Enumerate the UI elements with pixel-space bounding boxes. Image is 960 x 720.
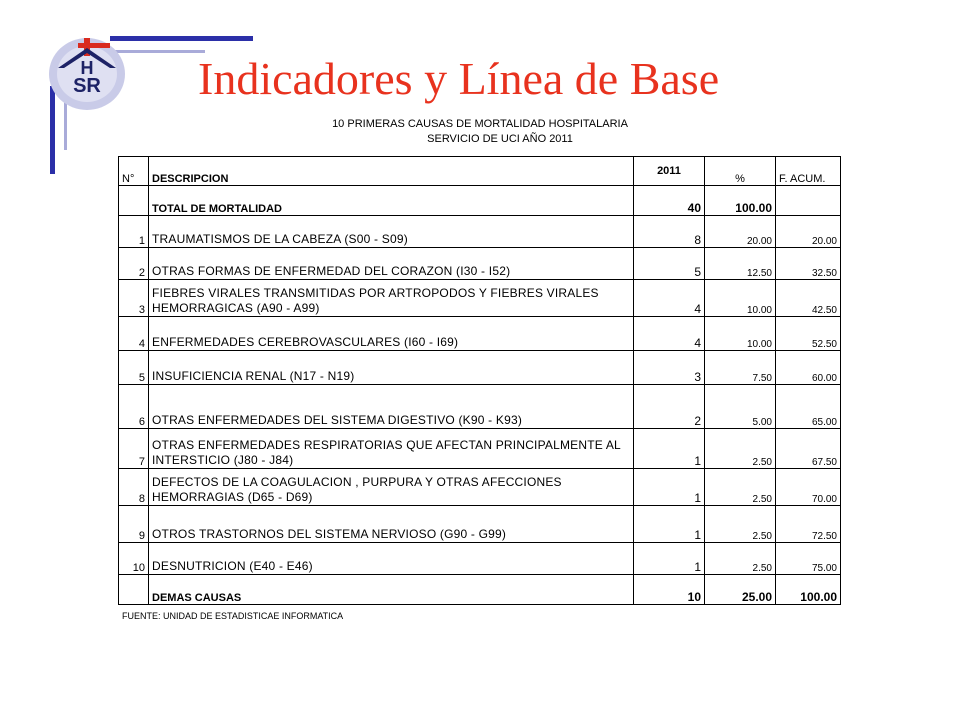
row-accumulated: 42.50 bbox=[776, 280, 841, 317]
row-year-value: 2 bbox=[634, 385, 705, 429]
table-row bbox=[119, 543, 841, 575]
row-year-value: 1 bbox=[634, 543, 705, 575]
row-description: ENFERMEDADES CEREBROVASCULARES (I60 - I69) bbox=[149, 317, 634, 351]
row-year-value: 8 bbox=[634, 216, 705, 248]
table-header-row bbox=[119, 157, 841, 186]
row-year-value: 1 bbox=[634, 429, 705, 469]
row-percent: 12.50 bbox=[705, 248, 776, 280]
col-header-description: DESCRIPCION bbox=[149, 157, 634, 186]
table-row bbox=[119, 280, 841, 317]
row-description: OTROS TRASTORNOS DEL SISTEMA NERVIOSO (G90 - G99) bbox=[149, 506, 634, 543]
row-description: OTRAS ENFERMEDADES RESPIRATORIAS QUE AFECTAN PRINCIPALMENTE AL INTERSTICIO (J80 - J84) bbox=[149, 429, 634, 469]
table-row bbox=[119, 385, 841, 429]
others-description: DEMAS CAUSAS bbox=[149, 575, 634, 605]
row-percent: 20.00 bbox=[705, 216, 776, 248]
row-year-value: 5 bbox=[634, 248, 705, 280]
page-title: Indicadores y Línea de Base bbox=[198, 53, 720, 104]
others-percent: 25.00 bbox=[705, 575, 776, 605]
row-description: OTRAS ENFERMEDADES DEL SISTEMA DIGESTIVO (K90 - K93) bbox=[149, 385, 634, 429]
logo-letters-sr: SR bbox=[73, 75, 101, 97]
table-caption-line2: SERVICIO DE UCI AÑO 2011 bbox=[427, 133, 573, 145]
row-accumulated: 70.00 bbox=[776, 469, 841, 506]
row-number: 4 bbox=[119, 317, 149, 351]
row-number: 1 bbox=[119, 216, 149, 248]
col-header-number: N° bbox=[119, 157, 149, 186]
row-percent: 5.00 bbox=[705, 385, 776, 429]
row-number: 8 bbox=[119, 469, 149, 506]
total-row bbox=[119, 186, 841, 216]
row-description: INSUFICIENCIA RENAL (N17 - N19) bbox=[149, 351, 634, 385]
row-accumulated: 65.00 bbox=[776, 385, 841, 429]
total-year-value: 40 bbox=[634, 186, 705, 216]
row-year-value: 4 bbox=[634, 280, 705, 317]
mortality-table bbox=[118, 156, 841, 605]
row-percent: 10.00 bbox=[705, 317, 776, 351]
others-accumulated: 100.00 bbox=[776, 575, 841, 605]
table-row bbox=[119, 317, 841, 351]
row-description: OTRAS FORMAS DE ENFERMEDAD DEL CORAZON (I30 - I52) bbox=[149, 248, 634, 280]
row-percent: 2.50 bbox=[705, 429, 776, 469]
source-note: FUENTE: UNIDAD DE ESTADISTICAE INFORMATICA bbox=[122, 611, 344, 621]
row-description: DEFECTOS DE LA COAGULACION , PURPURA Y OTRAS AFECCIONES HEMORRAGIAS (D65 - D69) bbox=[149, 469, 634, 506]
table-cell bbox=[119, 186, 149, 216]
others-year-value: 10 bbox=[634, 575, 705, 605]
total-percent: 100.00 bbox=[705, 186, 776, 216]
row-description: DESNUTRICION (E40 - E46) bbox=[149, 543, 634, 575]
row-number: 7 bbox=[119, 429, 149, 469]
table-row bbox=[119, 216, 841, 248]
row-accumulated: 52.50 bbox=[776, 317, 841, 351]
row-number: 2 bbox=[119, 248, 149, 280]
row-percent: 10.00 bbox=[705, 280, 776, 317]
logo-letter-h: H bbox=[80, 58, 94, 78]
row-accumulated: 20.00 bbox=[776, 216, 841, 248]
total-accumulated bbox=[776, 186, 841, 216]
row-percent: 2.50 bbox=[705, 469, 776, 506]
row-number: 5 bbox=[119, 351, 149, 385]
table-row bbox=[119, 469, 841, 506]
row-number: 9 bbox=[119, 506, 149, 543]
others-row bbox=[119, 575, 841, 605]
row-accumulated: 60.00 bbox=[776, 351, 841, 385]
table-row bbox=[119, 351, 841, 385]
row-year-value: 1 bbox=[634, 469, 705, 506]
row-number: 10 bbox=[119, 543, 149, 575]
row-description: TRAUMATISMOS DE LA CABEZA (S00 - S09) bbox=[149, 216, 634, 248]
row-description: FIEBRES VIRALES TRANSMITIDAS POR ARTROPODOS Y FIEBRES VIRALES HEMORRAGICAS (A90 - A99) bbox=[149, 280, 634, 317]
row-percent: 7.50 bbox=[705, 351, 776, 385]
col-header-accumulated: F. ACUM. bbox=[776, 157, 841, 186]
row-percent: 2.50 bbox=[705, 506, 776, 543]
col-header-percent: % bbox=[705, 157, 776, 186]
row-year-value: 4 bbox=[634, 317, 705, 351]
table-row bbox=[119, 429, 841, 469]
total-description: TOTAL DE MORTALIDAD bbox=[149, 186, 634, 216]
col-header-year: 2011 bbox=[634, 157, 705, 186]
table-cell bbox=[119, 575, 149, 605]
row-accumulated: 67.50 bbox=[776, 429, 841, 469]
row-number: 3 bbox=[119, 280, 149, 317]
row-accumulated: 32.50 bbox=[776, 248, 841, 280]
row-year-value: 3 bbox=[634, 351, 705, 385]
table-row bbox=[119, 248, 841, 280]
row-accumulated: 75.00 bbox=[776, 543, 841, 575]
table-row bbox=[119, 506, 841, 543]
row-accumulated: 72.50 bbox=[776, 506, 841, 543]
row-number: 6 bbox=[119, 385, 149, 429]
row-year-value: 1 bbox=[634, 506, 705, 543]
row-percent: 2.50 bbox=[705, 543, 776, 575]
table-caption-line1: 10 PRIMERAS CAUSAS DE MORTALIDAD HOSPITALARIA bbox=[332, 118, 628, 130]
